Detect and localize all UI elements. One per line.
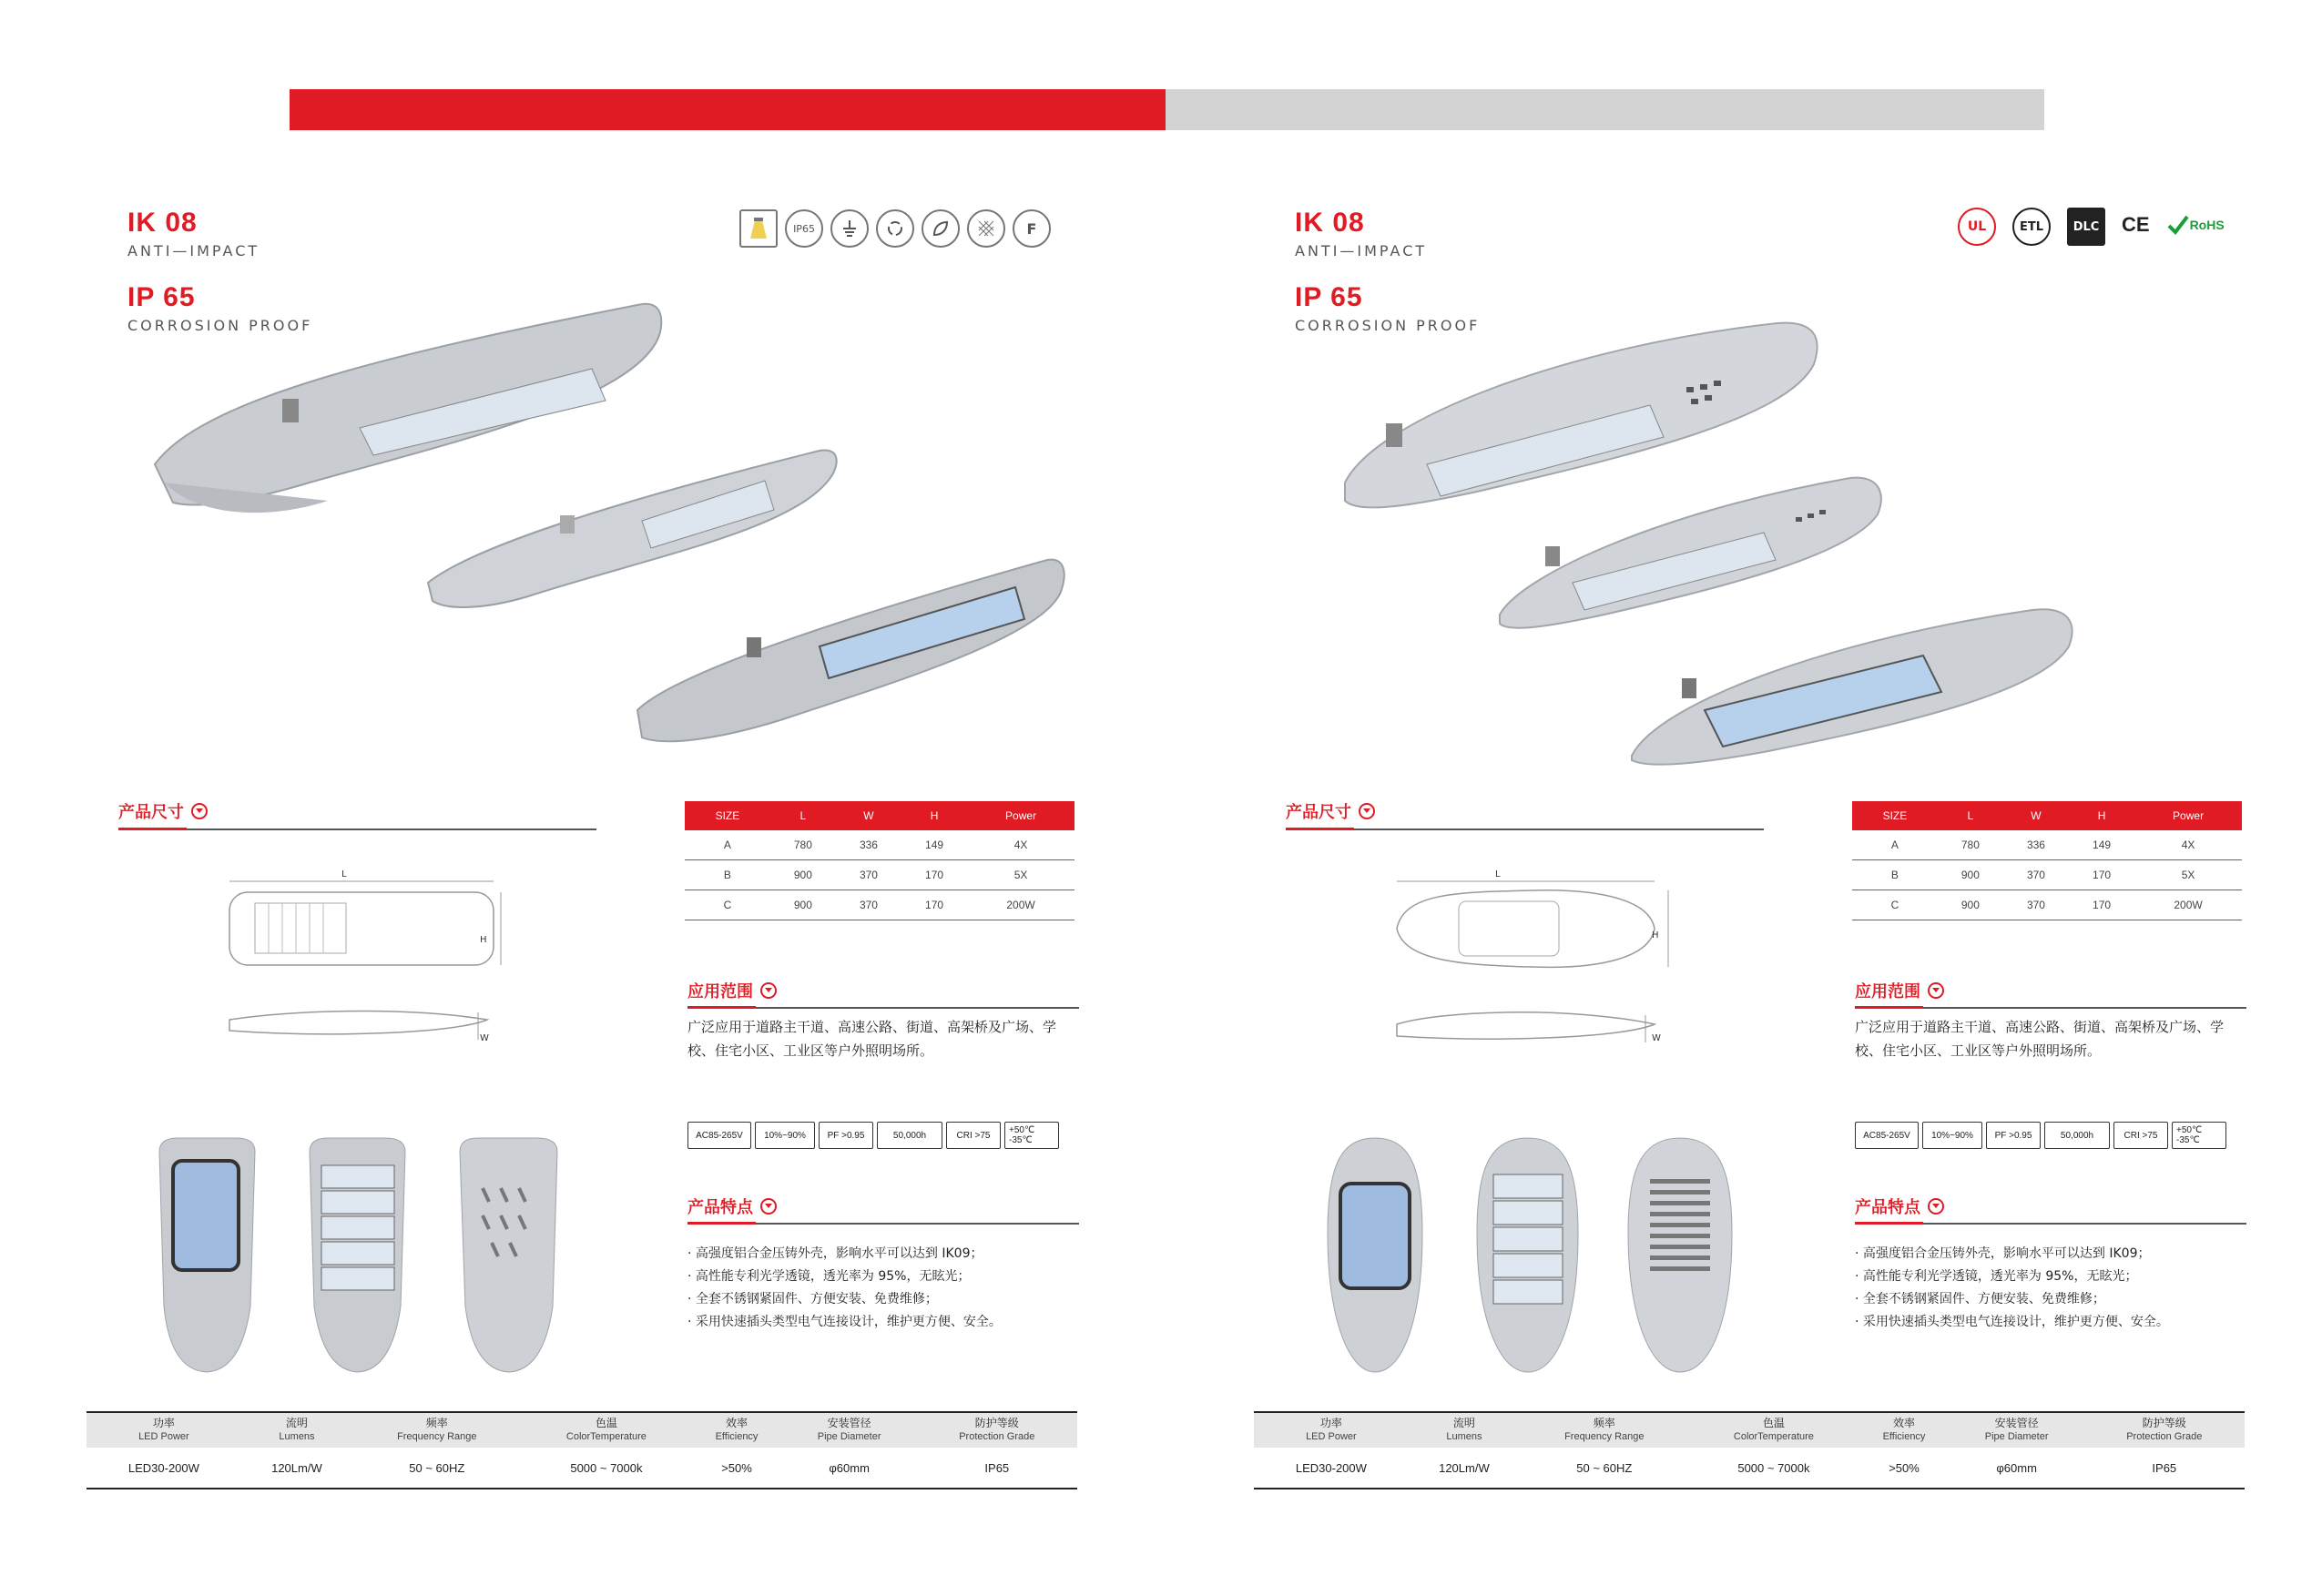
ik-rating-title: IK 08 (1295, 208, 1365, 238)
table-cell: A (1852, 830, 1938, 860)
section-divider (687, 1223, 1079, 1225)
size-table-header (1852, 801, 2242, 830)
product-size-heading-text: 产品尺寸 (1286, 803, 1351, 822)
size-col-header: Power (2134, 801, 2242, 830)
features-heading-text: 产品特点 (687, 1198, 753, 1217)
spec-table-row (87, 1448, 1077, 1489)
table-cell: 5X (2134, 860, 2242, 890)
size-table (685, 801, 1074, 920)
chevron-down-icon (1928, 982, 1944, 999)
product-size-heading (118, 799, 208, 823)
ip-rating-subtitle: CORROSION PROOF (1295, 317, 1481, 334)
luminaire-small (637, 560, 1064, 742)
table-cell: 50 ~ 60HZ (352, 1448, 522, 1489)
spec-header-cn: 效率 (1893, 1417, 1916, 1429)
table-cell: >50% (1859, 1448, 1949, 1489)
dim-label-w: W (1652, 1033, 1661, 1043)
list-item: · 高性能专利光学透镜，透光率为 95%，无眩光； (687, 1269, 971, 1284)
table-cell: 336 (836, 830, 901, 860)
table-cell: 120Lm/W (241, 1448, 352, 1489)
spec-icons-row (687, 1122, 1059, 1149)
table-cell: 780 (770, 830, 836, 860)
spec-col-header (1520, 1412, 1689, 1448)
application-heading (1855, 979, 1944, 1002)
certification-icons (739, 209, 1051, 248)
table-cell: 149 (2069, 830, 2134, 860)
mesh-icon (967, 209, 1005, 248)
application-heading (687, 979, 777, 1002)
chevron-down-icon (1928, 1198, 1944, 1215)
size-col-header: H (901, 801, 967, 830)
spec-header-cn: 效率 (726, 1417, 749, 1429)
table-cell: 900 (770, 890, 836, 920)
earth-icon (830, 209, 869, 248)
table-cell: 370 (836, 860, 901, 890)
dimension-drawing (1386, 865, 1677, 1074)
table-cell: 170 (2069, 890, 2134, 920)
table-cell: 170 (901, 860, 967, 890)
spec-header-en: Protection Grade (2126, 1431, 2203, 1442)
features-list (1855, 1243, 2169, 1334)
chevron-down-icon (760, 1198, 777, 1215)
application-heading-text: 应用范围 (687, 982, 753, 1001)
rohs-label: RoHS (2189, 218, 2225, 232)
spec-header-cn: 频率 (425, 1417, 448, 1429)
voltage-icon: AC85-265V (687, 1122, 751, 1149)
spec-header-en: Frequency Range (397, 1431, 477, 1442)
size-col-header: L (1938, 801, 2003, 830)
spec-table (1254, 1411, 2245, 1489)
ip-rating-title: IP 65 (127, 282, 196, 312)
product-size-heading-text: 产品尺寸 (118, 803, 184, 822)
spec-col-header (1689, 1412, 1859, 1448)
spec-header-cn: 安装管径 (827, 1417, 871, 1429)
chevron-down-icon (1359, 803, 1375, 819)
cri-icon: CRI >75 (2113, 1122, 2168, 1149)
spec-header-en: LED Power (1306, 1431, 1357, 1442)
table-cell: 5000 ~ 7000k (1689, 1448, 1859, 1489)
table-cell: 370 (836, 890, 901, 920)
spec-col-header (1409, 1412, 1520, 1448)
spec-header-en: Lumens (279, 1431, 315, 1442)
cri-icon: CRI >75 (946, 1122, 1001, 1149)
size-col-header: H (2069, 801, 2134, 830)
back-view (460, 1138, 557, 1372)
table-cell: 370 (2003, 890, 2069, 920)
dimension-drawing (219, 865, 510, 1074)
table-cell: 5000 ~ 7000k (522, 1448, 692, 1489)
spec-header-cn: 频率 (1593, 1417, 1615, 1429)
table-cell: 149 (901, 830, 967, 860)
size-table-header (685, 801, 1074, 830)
lifetime-icon: 50,000h (2044, 1122, 2110, 1149)
table-row (1852, 830, 2242, 860)
table-cell: φ60mm (782, 1448, 917, 1489)
table-cell: 50 ~ 60HZ (1520, 1448, 1689, 1489)
table-cell: IP65 (917, 1448, 1077, 1489)
table-row (685, 830, 1074, 860)
table-cell: B (685, 860, 770, 890)
spec-header-cn: 功率 (1319, 1417, 1342, 1429)
features-list (687, 1243, 1002, 1334)
spec-table-header (1254, 1412, 2245, 1448)
product-photo-luminaires (146, 291, 1065, 765)
size-col-header: Power (967, 801, 1074, 830)
features-heading (1855, 1194, 1944, 1218)
section-divider (1286, 828, 1764, 830)
ip-rating-title: IP 65 (1295, 282, 1363, 312)
chevron-down-icon (191, 803, 208, 819)
pf-icon: PF >0.95 (1986, 1122, 2041, 1149)
spec-header-en: Pipe Diameter (1984, 1431, 2049, 1442)
spec-header-cn: 安装管径 (1994, 1417, 2039, 1429)
f-mark-icon: F (1013, 209, 1051, 248)
dim-label-l: L (341, 869, 347, 879)
table-cell: 780 (1938, 830, 2003, 860)
spec-col-header (522, 1412, 692, 1448)
table-cell: 200W (967, 890, 1074, 920)
table-cell: >50% (691, 1448, 781, 1489)
size-col-header: SIZE (1852, 801, 1938, 830)
spec-table-header (87, 1412, 1077, 1448)
spec-header-en: Protection Grade (959, 1431, 1035, 1442)
ip-rating-subtitle: CORROSION PROOF (127, 317, 313, 334)
list-item: · 采用快速插头类型电气连接设计，维护更方便、安全。 (1855, 1315, 2169, 1329)
humidity-icon: 10%~90% (1922, 1122, 1982, 1149)
table-cell: 200W (2134, 890, 2242, 920)
spec-header-en: Lumens (1446, 1431, 1482, 1442)
dim-label-h: H (480, 935, 487, 945)
luminaire-medium (428, 451, 837, 607)
temperature-icon: +50℃ -35℃ (1004, 1122, 1059, 1149)
spec-header-en: ColorTemperature (565, 1431, 647, 1442)
spec-header-en: LED Power (138, 1431, 189, 1442)
spec-header-cn: 防护等级 (974, 1417, 1019, 1429)
table-row (1852, 860, 2242, 890)
table-row (1852, 890, 2242, 920)
spec-header-cn: 防护等级 (2142, 1417, 2186, 1429)
spec-col-header (1859, 1412, 1949, 1448)
recycle-icon (876, 209, 914, 248)
spec-table (87, 1411, 1077, 1489)
lifetime-icon: 50,000h (877, 1122, 942, 1149)
leaf-icon (922, 209, 960, 248)
spec-header-cn: 功率 (152, 1417, 175, 1429)
etl-mark-icon: ETL (2012, 208, 2051, 246)
size-col-header: SIZE (685, 801, 770, 830)
size-col-header: L (770, 801, 836, 830)
list-item: · 高强度铝合金压铸外壳，影响水平可以达到 IK09； (687, 1246, 983, 1261)
dim-label-h: H (1652, 930, 1659, 940)
product-photo-luminaires (1340, 310, 2251, 774)
list-item: · 高性能专利光学透镜，透光率为 95%，无眩光； (1855, 1269, 2138, 1284)
lens-view (1477, 1138, 1578, 1372)
humidity-icon: 10%~90% (755, 1122, 815, 1149)
table-cell: LED30-200W (87, 1448, 241, 1489)
table-cell: 170 (2069, 860, 2134, 890)
spec-col-header (1254, 1412, 1409, 1448)
list-item: · 全套不锈钢紧固件、方便安装、免费维修； (1855, 1292, 2105, 1306)
size-col-header: W (2003, 801, 2069, 830)
spec-header-cn: 色温 (595, 1417, 617, 1429)
size-table (1852, 801, 2242, 920)
spec-col-header (241, 1412, 352, 1448)
ul-mark-icon: UL (1958, 208, 1996, 246)
spec-header-cn: 流明 (1452, 1417, 1475, 1429)
table-cell: IP65 (2084, 1448, 2245, 1489)
table-cell: B (1852, 860, 1938, 890)
table-cell: C (1852, 890, 1938, 920)
ik-rating-subtitle: ANTI—IMPACT (127, 242, 260, 259)
table-cell: 120Lm/W (1409, 1448, 1520, 1489)
spec-header-cn: 流明 (285, 1417, 308, 1429)
list-item: · 全套不锈钢紧固件、方便安装、免费维修； (687, 1292, 938, 1306)
product-views-photo (150, 1133, 569, 1379)
spec-header-en: Frequency Range (1564, 1431, 1645, 1442)
pf-icon: PF >0.95 (819, 1122, 873, 1149)
table-row (685, 860, 1074, 890)
front-view (159, 1138, 255, 1372)
table-row (685, 890, 1074, 920)
rohs-mark-icon (2166, 208, 2225, 242)
spec-header-cn: 色温 (1762, 1417, 1785, 1429)
luminaire-large (155, 304, 661, 513)
product-views-photo (1320, 1133, 1739, 1379)
table-cell: 370 (2003, 860, 2069, 890)
section-divider (118, 828, 596, 830)
table-cell: 336 (2003, 830, 2069, 860)
spec-header-en: Efficiency (715, 1431, 759, 1442)
section-divider (687, 1007, 1079, 1009)
dlc-mark-icon: DLC (2067, 208, 2105, 246)
luminaire-small (1632, 609, 2072, 765)
catalog-page-right (1167, 0, 2322, 1596)
size-col-header: W (836, 801, 901, 830)
spec-table-row (1254, 1448, 2245, 1489)
voltage-icon: AC85-265V (1855, 1122, 1919, 1149)
features-heading-text: 产品特点 (1855, 1198, 1920, 1217)
spec-icons-row (1855, 1122, 2226, 1149)
product-size-heading (1286, 799, 1375, 823)
table-cell: A (685, 830, 770, 860)
back-view (1628, 1138, 1732, 1372)
application-text: 广泛应用于道路主干道、高速公路、街道、高架桥及广场、学校、住宅小区、工业区等户外照明场所。 (1855, 1019, 2225, 1059)
table-cell: 900 (1938, 890, 2003, 920)
ce-mark-icon: CE (2122, 213, 2150, 236)
spec-col-header (87, 1412, 241, 1448)
lens-view (310, 1138, 405, 1372)
spec-header-en: Efficiency (1882, 1431, 1926, 1442)
spec-col-header (917, 1412, 1077, 1448)
application-text: 广泛应用于道路主干道、高速公路、街道、高架桥及广场、学校、住宅小区、工业区等户外照明场所。 (687, 1019, 1057, 1059)
ip65-icon: IP65 (785, 209, 823, 248)
section-divider (1855, 1223, 2246, 1225)
spec-col-header (2084, 1412, 2245, 1448)
chevron-down-icon (760, 982, 777, 999)
table-cell: LED30-200W (1254, 1448, 1409, 1489)
temperature-icon: +50℃ -35℃ (2172, 1122, 2226, 1149)
spec-col-header (1950, 1412, 2084, 1448)
table-cell: 900 (1938, 860, 2003, 890)
section-divider (1855, 1007, 2246, 1009)
table-cell: 4X (967, 830, 1074, 860)
spec-col-header (782, 1412, 917, 1448)
lamp-icon (739, 209, 778, 248)
dim-label-w: W (480, 1033, 489, 1043)
luminaire-medium (1500, 478, 1881, 628)
application-heading-text: 应用范围 (1855, 982, 1920, 1001)
luminaire-large (1345, 323, 1818, 508)
features-heading (687, 1194, 777, 1218)
table-cell: C (685, 890, 770, 920)
spec-header-en: ColorTemperature (1733, 1431, 1814, 1442)
table-cell: 5X (967, 860, 1074, 890)
table-cell: 170 (901, 890, 967, 920)
table-cell: 4X (2134, 830, 2242, 860)
certification-marks (1958, 208, 2225, 246)
ik-rating-subtitle: ANTI—IMPACT (1295, 242, 1428, 259)
list-item: · 采用快速插头类型电气连接设计，维护更方便、安全。 (687, 1315, 1002, 1329)
ik-rating-title: IK 08 (127, 208, 198, 238)
spec-header-en: Pipe Diameter (817, 1431, 881, 1442)
spec-col-header (691, 1412, 781, 1448)
spec-col-header (352, 1412, 522, 1448)
list-item: · 高强度铝合金压铸外壳，影响水平可以达到 IK09； (1855, 1246, 2151, 1261)
table-cell: 900 (770, 860, 836, 890)
front-view (1328, 1138, 1422, 1372)
table-cell: φ60mm (1950, 1448, 2084, 1489)
dim-label-l: L (1495, 869, 1501, 879)
